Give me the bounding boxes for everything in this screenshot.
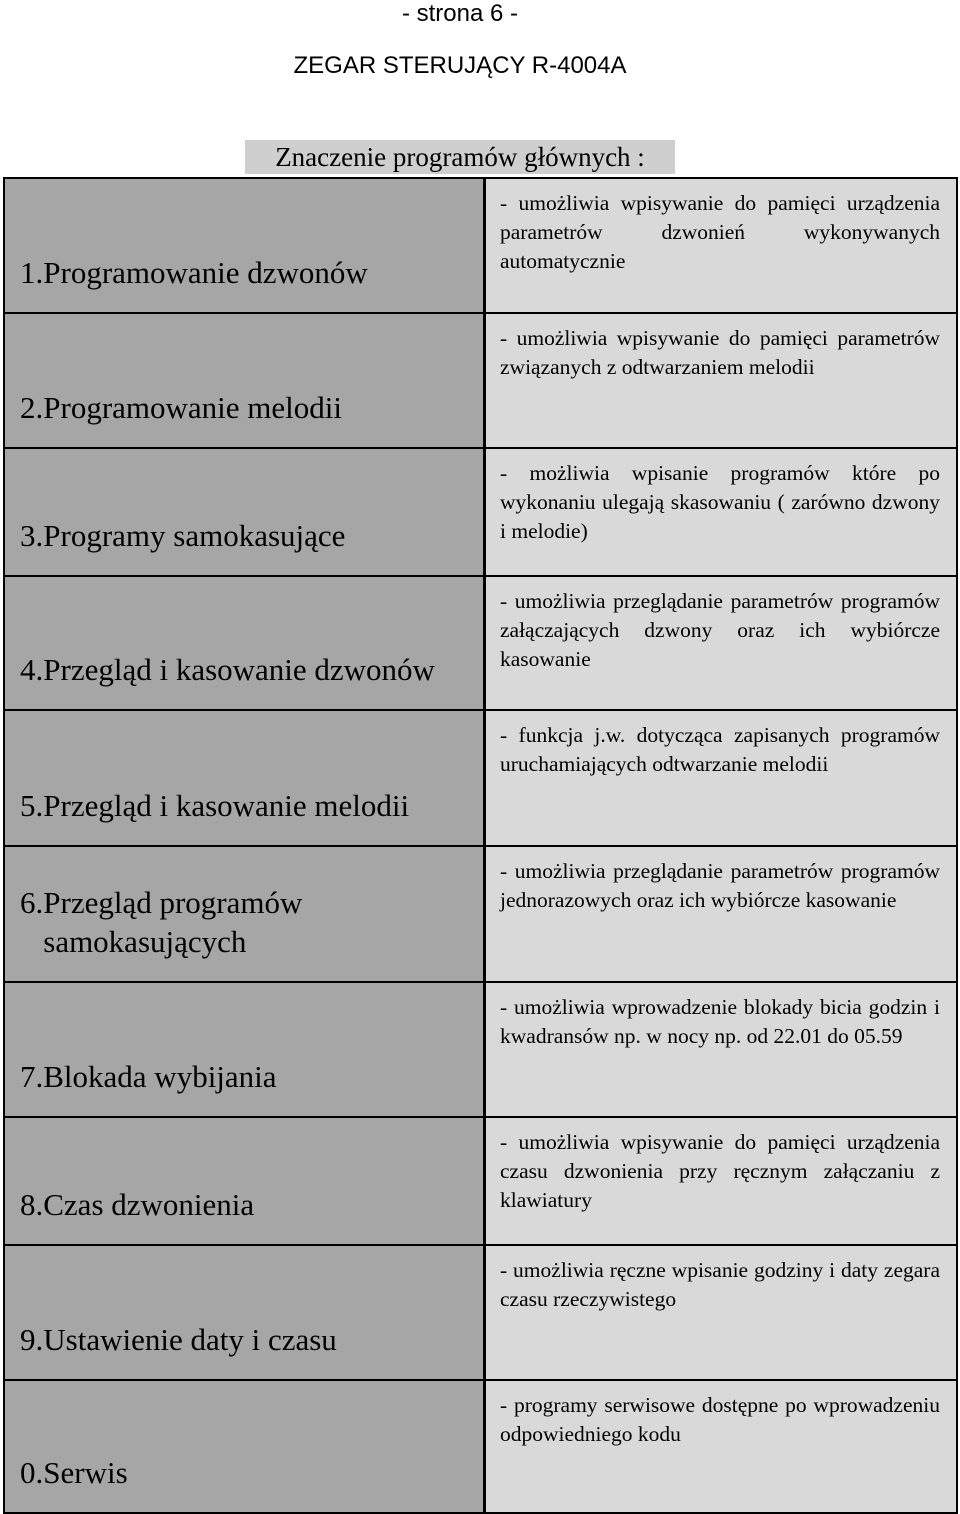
program-number: 6. (20, 885, 44, 920)
program-name-cell (4, 1117, 485, 1245)
table-row (4, 710, 957, 846)
program-description: - umożliwia wprowadzenie blokady bicia godzin i kwadransów np. w nocy np. od 22.01 do 05.59 (500, 995, 940, 1048)
table-row (4, 1380, 957, 1513)
section-heading: Znaczenie programów głównych : (245, 140, 675, 174)
program-description-cell (485, 178, 958, 313)
program-number: 8. (20, 1187, 44, 1222)
program-name: Przegląd i kasowanie dzwonów (43, 652, 435, 687)
program-description-cell (485, 576, 958, 710)
page-number: - strona 6 - (401, 0, 519, 27)
program-number: 2. (20, 390, 44, 425)
table-row (4, 846, 957, 982)
program-name-cell (4, 178, 485, 313)
program-description: - umożliwia przeglądanie parametrów programów jednorazowych oraz ich wybiórcze kasowanie (500, 859, 940, 912)
program-name-cell (4, 982, 485, 1117)
program-number: 7. (20, 1059, 44, 1094)
program-description: - możliwia wpisanie programów które po wykonaniu ulegają skasowaniu ( zarówno dzwony i melodie) (500, 461, 940, 543)
program-description: - umożliwia wpisywanie do pamięci urządzenia czasu dzwonienia przy ręcznym załączaniu z klawiatury (500, 1130, 940, 1212)
table-row (4, 1245, 957, 1380)
program-description: - funkcja j.w. dotycząca zapisanych programów uruchamiających odtwarzanie melodii (500, 723, 940, 776)
program-name: Czas dzwonienia (43, 1187, 255, 1222)
program-name: Przegląd i kasowanie melodii (43, 788, 410, 823)
table-row (4, 576, 957, 710)
table-row (4, 982, 957, 1117)
program-name: Serwis (43, 1455, 128, 1490)
program-description: - umożliwia ręczne wpisanie godziny i daty zegara czasu rzeczywistego (500, 1258, 940, 1311)
program-name-cell (4, 846, 485, 982)
program-description-cell (485, 710, 958, 846)
table-row (4, 448, 957, 576)
programs-table (3, 177, 958, 1514)
program-number: 5. (20, 788, 44, 823)
program-description: - programy serwisowe dostępne po wprowadzeniu odpowiedniego kodu (500, 1393, 940, 1446)
program-description-cell (485, 313, 958, 448)
program-number: 4. (20, 652, 44, 687)
program-description-cell (485, 1380, 958, 1513)
document-title: ZEGAR STERUJĄCY R-4004A (293, 52, 627, 79)
program-description: - umożliwia wpisywanie do pamięci parametrów związanych z odtwarzaniem melodii (500, 326, 940, 379)
table-row (4, 1117, 957, 1245)
program-name: Blokada wybijania (43, 1059, 277, 1094)
program-description-cell (485, 448, 958, 576)
program-name: Programy samokasujące (43, 518, 346, 553)
program-name: Programowanie dzwonów (43, 255, 368, 290)
program-description-cell (485, 846, 958, 982)
program-description: - umożliwia przeglądanie parametrów programów załączających dzwony oraz ich wybiórcze kasowanie (500, 589, 940, 671)
program-name: Przegląd programów samokasujących (43, 885, 303, 959)
program-description-cell (485, 982, 958, 1117)
program-name-cell (4, 1380, 485, 1513)
program-name-cell (4, 448, 485, 576)
program-number: 0. (20, 1455, 44, 1490)
program-number: 1. (20, 255, 44, 290)
program-name-cell (4, 313, 485, 448)
program-number: 9. (20, 1322, 44, 1357)
program-description-cell (485, 1245, 958, 1380)
program-name-cell (4, 710, 485, 846)
program-description: - umożliwia wpisywanie do pamięci urządzenia parametrów dzwonień wykonywanych automatycznie (500, 191, 940, 273)
table-row (4, 313, 957, 448)
table-row (4, 178, 957, 313)
program-name-cell (4, 576, 485, 710)
program-description-cell (485, 1117, 958, 1245)
program-name: Programowanie melodii (43, 390, 342, 425)
program-name-cell (4, 1245, 485, 1380)
program-name: Ustawienie daty i czasu (43, 1322, 337, 1357)
program-number: 3. (20, 518, 44, 553)
